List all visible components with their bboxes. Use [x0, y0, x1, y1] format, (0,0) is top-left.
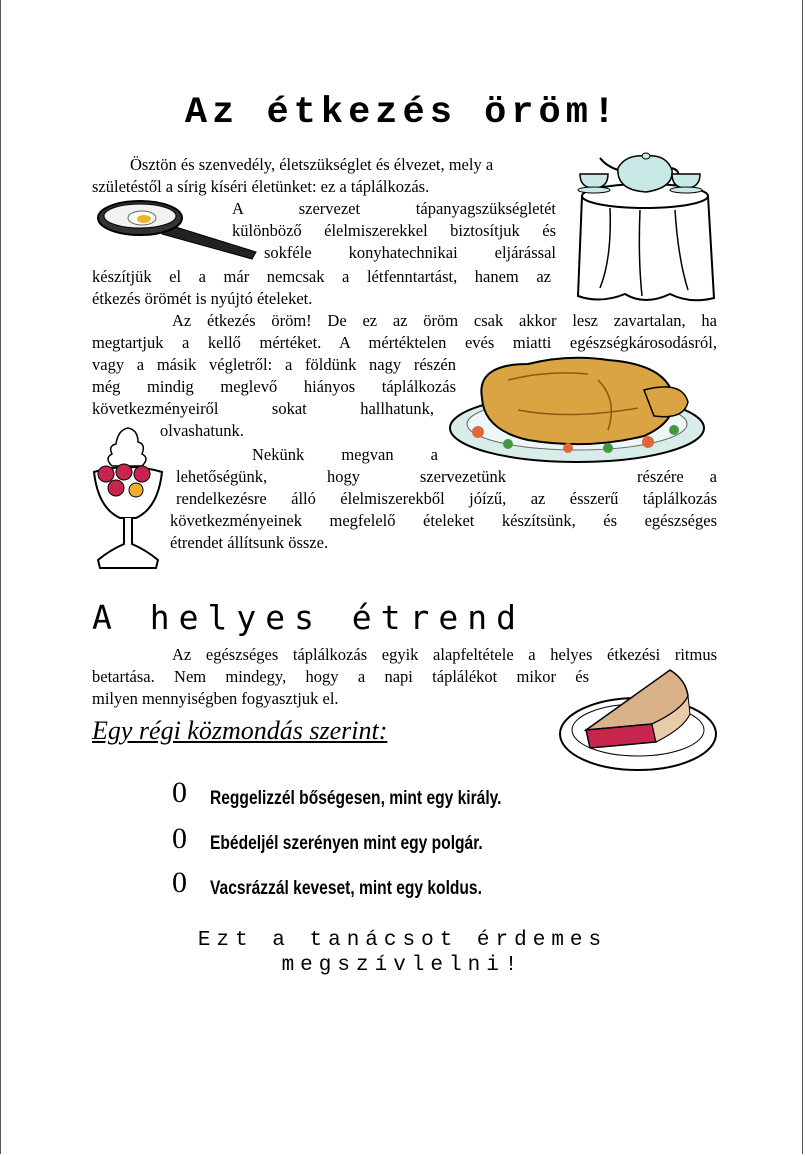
intro-line-15: lehetőségünk, hogy szervezetünk: [176, 467, 506, 486]
intro-line-12: következményeiről sokat hallhatunk,: [92, 399, 434, 418]
intro-line-13: olvashatunk.: [160, 421, 244, 440]
proverb-item-3: Vacsrázzál keveset, mint egy koldus.: [210, 878, 482, 899]
bullet-3: 0: [172, 866, 187, 899]
frying-pan-icon: [96, 196, 262, 262]
closing-line-1: Ezt a tanácsot érdemes: [197, 929, 608, 952]
ice-cream-sundae-icon: [90, 424, 166, 572]
proverb-item-1: Reggelizzél bőségesen, mint egy király.: [210, 788, 502, 809]
intro-line-9: megtartjuk a kellő mértéket. A mértéktelen evés miatti egészségkárosodásról,: [92, 333, 717, 352]
teapot-table-icon: [570, 148, 720, 304]
intro-line-7: étkezés örömét is nyújtó ételeket.: [92, 289, 313, 308]
intro-line-4: különböző élelmiszerekkel biztosítjuk és: [232, 221, 556, 240]
intro-line-14: Nekünk megvan a: [252, 445, 438, 464]
closing-line-2: megszívlelni!: [281, 954, 524, 977]
proverb-item-2: Ebédeljél szerényen mint egy polgár.: [210, 833, 483, 854]
intro-line-18: következményeinek megfelelő ételeket készítsünk, és egészséges: [170, 511, 717, 530]
pie-slice-icon: [556, 664, 720, 774]
section-heading: A helyes étrend: [92, 598, 526, 637]
bullet-1: 0: [172, 776, 187, 809]
intro-line-16: részére a: [637, 467, 717, 486]
intro-line-6: készítjük el a már nemcsak a létfenntartást, hanem az: [92, 267, 551, 286]
page-title: Az étkezés öröm!: [184, 92, 621, 134]
intro-line-10: vagy a másik végletről: a földünk nagy részén: [92, 355, 456, 374]
roast-chicken-icon: [448, 350, 706, 466]
intro-line-17: rendelkezésre álló élelmiszerekből jóízű, az ésszerű táplálkozás: [176, 489, 717, 508]
intro-line-1: Ösztön és szenvedély, életszükséglet és élvezet, mely a: [130, 155, 494, 174]
section-line-2: betartása. Nem mindegy, hogy a napi táplálékot mikor és: [92, 667, 589, 686]
intro-line-5: sokféle konyhatechnikai eljárással: [264, 243, 556, 262]
bullet-2: 0: [172, 822, 187, 855]
section-line-3: milyen mennyiségben fogyasztjuk el.: [92, 689, 339, 708]
section-line-1: Az egészséges táplálkozás egyik alapfeltétele a helyes étkezési ritmus: [172, 645, 717, 664]
intro-line-11: még mindig meglevő hiányos táplálkozás: [92, 377, 456, 396]
intro-line-8: Az étkezés öröm! De ez az öröm csak akkor lesz zavartalan, ha: [172, 311, 717, 330]
proverb-heading: Egy régi közmondás szerint:: [92, 716, 388, 745]
intro-line-19: étrendet állítsunk össze.: [170, 533, 329, 552]
intro-line-3: A szervezet tápanyagszükségletét: [232, 199, 556, 218]
intro-line-2: születéstől a sírig kíséri életünket: ez a táplálkozás.: [92, 177, 430, 196]
